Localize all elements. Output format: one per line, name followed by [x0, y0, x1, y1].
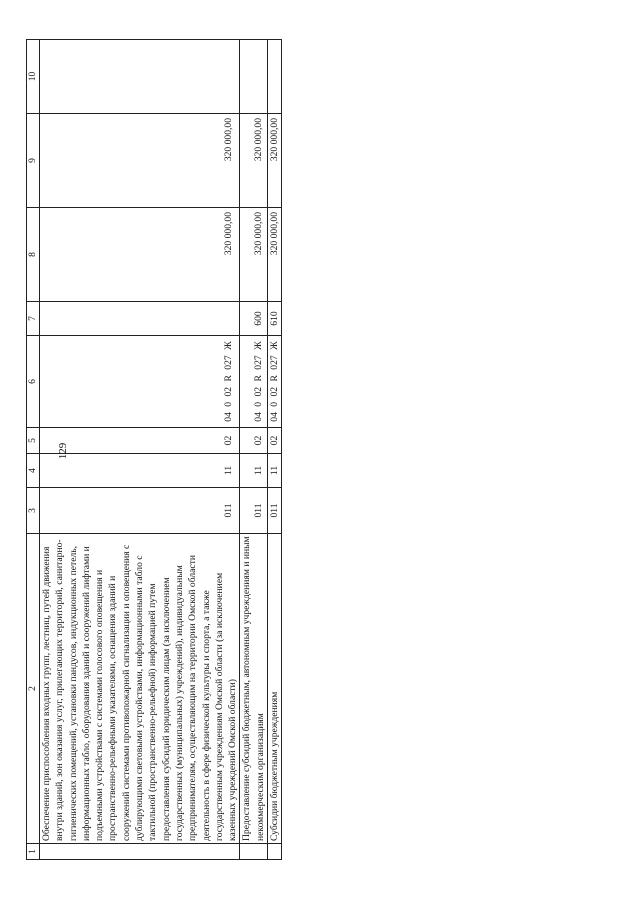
cell-amount-8: 320 000,00: [40, 208, 240, 302]
cell-code-target: 04 0 02 R 027 Ж: [40, 336, 240, 428]
cell-code-subsection: 02: [40, 428, 240, 454]
cell-code-subsection: 02: [240, 428, 268, 454]
cell-code-ministry: 011: [40, 488, 240, 534]
cell-code-section: 11: [240, 454, 268, 488]
cell-code-target: 04 0 02 R 027 Ж: [268, 336, 282, 428]
cell-code-section: 11: [268, 454, 282, 488]
cell-code-section: 11: [40, 454, 240, 488]
cell-code-expense-type: 600: [240, 302, 268, 336]
table-row: [40, 40, 240, 860]
cell-index: [268, 844, 282, 860]
column-header: 8: [27, 208, 40, 302]
cell-amount-8: 320 000,00: [240, 208, 268, 302]
table-row: [268, 40, 282, 860]
cell-description: Обеспечение приспособления входных групп, лестниц, путей движения внутри зданий, зон оказания услуг, прилегающих территорий, санитарно-гигиенических помещений, установки пандусов, индукционных петель, информационных табло, оборудования зданий и сооружений лифтами и подъемными устройствами с системами голосового оповещения и пространственно-рельефными указателями, оснащения зданий и сооружений системами противопожарной сигнализации и оповещения с дублирующими световыми устройствами, информационными табло с тактильной (пространственно-рельефной) информацией путем предоставления субсидий юридическим лицам (за исключением государственных (муниципальных) учреждений), индивидуальным предпринимателям, осуществляющим на территории Омской области деятельность в сфере физической культуры и спорта, а также государственным учреждениям Омской области (за исключением казенных учреждений Омской области): [40, 534, 240, 844]
budget-table: [26, 39, 282, 860]
cell-amount-9: 320 000,00: [240, 114, 268, 208]
column-header: 5: [27, 428, 40, 454]
rotated-page-content: [26, 40, 461, 860]
table-header-row: [27, 40, 40, 860]
column-header: 3: [27, 488, 40, 534]
column-header: 6: [27, 336, 40, 428]
cell-amount-10: [240, 40, 268, 114]
table-row: [240, 40, 268, 860]
column-header: 4: [27, 454, 40, 488]
cell-code-expense-type: [40, 302, 240, 336]
column-header: 2: [27, 534, 40, 844]
cell-amount-10: [40, 40, 240, 114]
column-header: 1: [27, 844, 40, 860]
cell-code-ministry: 011: [268, 488, 282, 534]
column-header: 9: [27, 114, 40, 208]
cell-amount-9: 320 000,00: [268, 114, 282, 208]
page-number: 129: [57, 442, 69, 460]
cell-code-target: 04 0 02 R 027 Ж: [240, 336, 268, 428]
cell-code-subsection: 02: [268, 428, 282, 454]
cell-amount-10: [268, 40, 282, 114]
cell-amount-8: 320 000,00: [268, 208, 282, 302]
cell-code-ministry: 011: [240, 488, 268, 534]
cell-code-expense-type: 610: [268, 302, 282, 336]
column-header: 10: [27, 40, 40, 114]
cell-description: Субсидии бюджетным учреждениям: [268, 534, 282, 844]
cell-index: [240, 844, 268, 860]
cell-amount-9: 320 000,00: [40, 114, 240, 208]
cell-index: [40, 844, 240, 860]
cell-description: Предоставление субсидий бюджетным, автономным учреждениям и иным некоммерческим организациям: [240, 534, 268, 844]
column-header: 7: [27, 302, 40, 336]
